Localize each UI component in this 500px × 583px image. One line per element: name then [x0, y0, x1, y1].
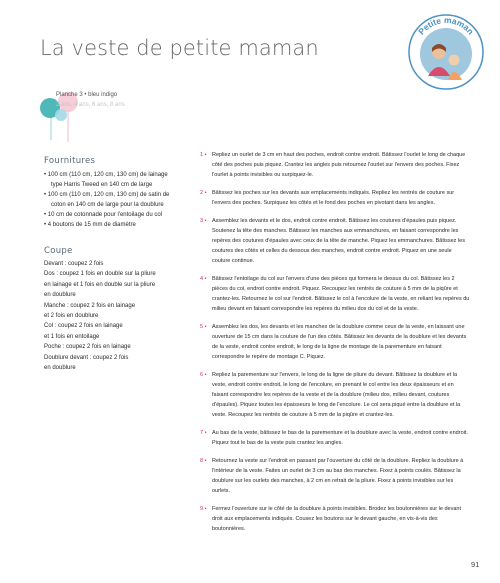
step-number: 4 • [200, 276, 207, 282]
cut-line: et 2 fois en doublure [44, 313, 99, 320]
supplies-list [44, 170, 172, 230]
step-item [200, 456, 470, 496]
step-text: Retournez la veste sur l'endroit en passant par l'ouverture du côté de la doublure. Repliez la doublure à l'intérieur de la veste. Faites un ourlet de 3 cm au bas des manches. Fixez à points coulés. Bâtissez la doublure sur les ourlets des manches, à 2 cm en retrait de la pliure. Fixez à points invisibles sur les ourlets. [212, 458, 464, 494]
cut-line: en doublure [44, 365, 76, 372]
step-item [200, 428, 470, 448]
step-item [200, 150, 470, 180]
step-item [200, 504, 470, 534]
plate-info [56, 90, 125, 110]
supply-item: • 100 cm (110 cm, 120 cm, 130 cm) de lainage type Harris Tweed en 140 cm de large [44, 172, 168, 188]
step-number: 3 • [200, 218, 207, 224]
cut-line: et 1 fois en entoilage [44, 333, 100, 340]
bubble-small [55, 109, 67, 121]
step-number: 7 • [200, 430, 207, 436]
plate-line: Planche 3 • bleu indigo [56, 92, 118, 98]
cut-line: Manche : coupez 2 fois en lainage [44, 302, 136, 309]
step-text: Repliez un ourlet de 3 cm en haut des poches, endroit contre endroit. Bâtissez l'ourlet le long de chaque côté des poches puis piquez. Crantez les angles puis retournez l'ourlet sur l'envers des poches. Fixez l'ourlet à points invisibles ou surpiquez-le. [212, 152, 466, 178]
step-item [200, 188, 470, 208]
cut-list [44, 259, 172, 373]
left-column [44, 156, 172, 373]
step-text: Repliez la parementure sur l'envers, le long de la ligne de pliure du devant. Bâtissez la doublure et la veste, endroit contre endroit, le long de l'encolure, en prenant le col entre les deux épaisseurs et en faisant correspondre les repères de la veste et de la doublure (milieu dos, milieu devant, coutures d'épaules). Piquez toutes les épaisseurs le long de l'encolure. Le col sera piqué entre la doublure et la veste. Recoupez les rentrés de couture à 5 mm de la piqûre et crantez-les. [212, 372, 461, 418]
step-text: Fermez l'ouverture sur le côté de la doublure à points invisibles. Brodez les boutonnières sur le devant droit aux emplacements indiqués. Cousez les boutons sur le devant gauche, en vis-à-vis des boutonnières. [212, 506, 461, 532]
step-text: Assemblez les devants et le dos, endroit contre endroit. Bâtissez les coutures d'épaules puis piquez. Soutenez la tête des manches. Bâtissez les manches aux emmanchures, en faisant correspondre les repères des coutures d'épaules avec ceux de la tête de manche. Piquez les emmanchures. Bâtissez les coutures des côtés et celles du dessous des manches, endroit contre endroit. Piquez en une seule couture continue. [212, 218, 465, 264]
step-item [200, 274, 470, 314]
step-number: 8 • [200, 458, 207, 464]
cut-heading: Coupe [44, 246, 73, 256]
cut-line: Devant : coupez 2 fois [44, 261, 104, 267]
step-number: 9 • [200, 506, 207, 512]
petite-maman-badge [408, 14, 484, 90]
step-item [200, 370, 470, 420]
step-text: Assemblez les dos, les devants et les manches de la doublure comme ceux de la veste, en laissant une ouverture de 15 cm dans la couture de l'un des côtés. Bâtissez les devants de la doublure et les devants de la veste, endroit contre endroit, le long de la ligne de montage de la parementure en faisant correspondre le repère de montage C. Piquez. [212, 324, 467, 360]
step-number: 5 • [200, 324, 207, 330]
supply-item: • 10 cm de cotonnade pour l'entoilage du col [44, 212, 162, 218]
step-number: 2 • [200, 190, 207, 196]
supply-item: • 100 cm (110 cm, 120 cm, 130 cm) de satin de coton en 140 cm de large pour la doublure [44, 192, 170, 208]
cut-line: en doublure [44, 292, 76, 299]
plate-sizes: 2 ans, 4 ans, 6 ans, 8 ans [56, 102, 125, 108]
badge-text: Petite maman [416, 14, 476, 37]
step-number: 6 • [200, 372, 207, 378]
page-title: La veste de petite maman [40, 36, 319, 60]
step-item [200, 216, 470, 266]
step-number: 1 • [200, 152, 207, 158]
cut-line: Doublure devant : coupez 2 fois [44, 354, 129, 361]
instruction-steps [200, 150, 470, 542]
supplies-heading: Fournitures [44, 156, 96, 166]
step-text: Au bas de la veste, bâtissez le bas de la parementure et la doublure avec la veste, endroit contre endroit. Piquez tout le bas de la veste puis crantez les angles. [212, 430, 468, 446]
step-text: Bâtissez les poches sur les devants aux emplacements indiqués. Repliez les rentrés de couture sur l'envers des poches. Surpiquez les côtés et le fond des poches en pivotant dans les angles. [212, 190, 455, 206]
step-item [200, 322, 470, 362]
page-number: 91 [471, 560, 480, 569]
step-text: Bâtissez l'entoilage du col sur l'envers d'une des pièces qui formera le dessus du col. Bâtissez les 2 pièces du col, endroit contre endroit. Piquez. Recoupez les rentrés de couture à 5 mm de la piqûre et crantez-les. Retournez le col sur l'endroit. Bâtissez le col à l'encolure de la veste, en reliant les repères du milieu devant en faisant correspondre les repères du milieu dos du col et de la veste. [212, 276, 470, 312]
cut-line: en lainage et 1 fois en double sur la pliure [44, 281, 156, 288]
cut-line: Poche : coupez 2 fois en lainage [44, 344, 131, 351]
cut-line: Dos : coupez 1 fois en double sur la pliure [44, 271, 156, 278]
supply-item: • 4 boutons de 15 mm de diamètre [44, 222, 136, 228]
cut-line: Col : coupez 2 fois en lainage [44, 323, 123, 330]
